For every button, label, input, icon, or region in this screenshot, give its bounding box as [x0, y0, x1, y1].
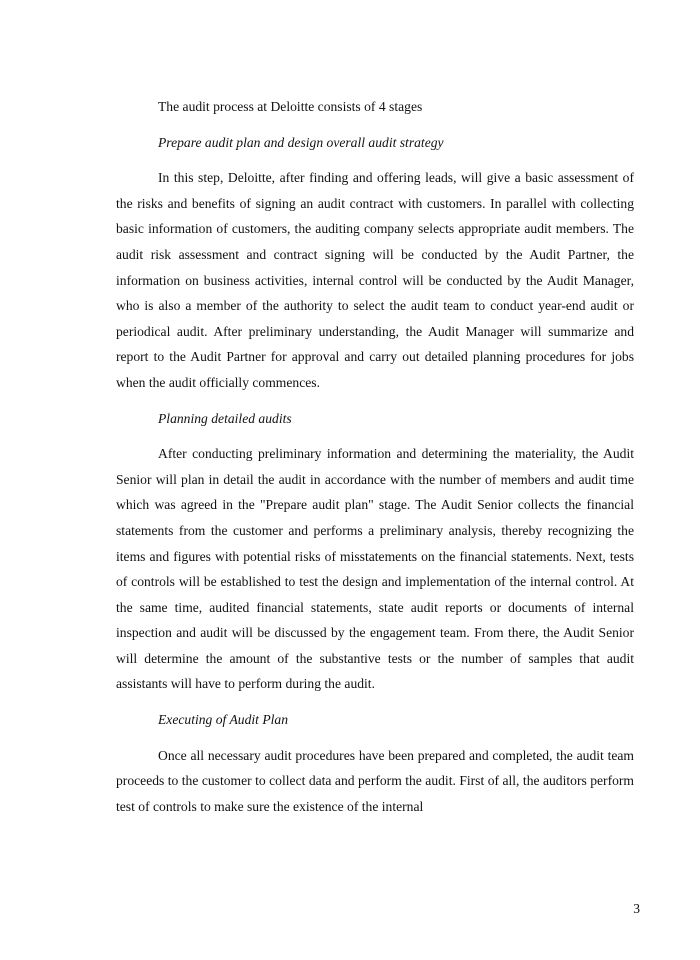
section-body-prepare-audit-plan: In this step, Deloitte, after finding and offering leads, will give a basic assessment of the risks and benefits of signing an audit contract with customers. In parallel with collecting basic information of customers, the auditing company selects appropriate audit members. The audit risk assessment and contract signing will be conducted by the Audit Partner, the information on business activities, internal control will be conducted by the Audit Manager, who is also a member of the authority to select the audit team to conduct year-end audit or periodical audit. After preliminary understanding, the Audit Manager will summarize and report to the Audit Partner for approval and carry out detailed planning procedures for jobs when the audit officially commences. [116, 170, 634, 390]
section-body-executing-audit-plan: Once all necessary audit procedures have been prepared and completed, the audit team proceeds to the customer to collect data and perform the audit. First of all, the auditors perform test of controls to make sure the existence of the internal [116, 747, 634, 814]
section-heading-executing-audit-plan: Executing of Audit Plan [158, 712, 288, 728]
section-heading-prepare-audit-plan: Prepare audit plan and design overall audit strategy [158, 134, 444, 150]
section-heading-planning-detailed-audits: Planning detailed audits [158, 410, 292, 426]
page-number: 3 [633, 901, 640, 916]
intro-text: The audit process at Deloitte consists of 4 stages [158, 99, 423, 114]
section-body-planning-detailed-audits: After conducting preliminary information and determining the materiality, the Audit Senior will plan in detail the audit in accordance with the number of members and audit time which was agreed in the "Prepare audit plan" stage. The Audit Senior collects the financial statements from the customer and performs a preliminary analysis, thereby recognizing the items and figures with potential risks of misstatements on the financial statements. Next, tests of controls will be established to test the design and implementation of the internal control. At the same time, audited financial statements, state audit reports or documents of internal inspection and audit will be discussed by the engagement team. From there, the Audit Senior will determine the amount of the substantive tests or the number of samples that audit assistants will have to perform during the audit. [116, 446, 634, 692]
document-page [116, 94, 634, 829]
